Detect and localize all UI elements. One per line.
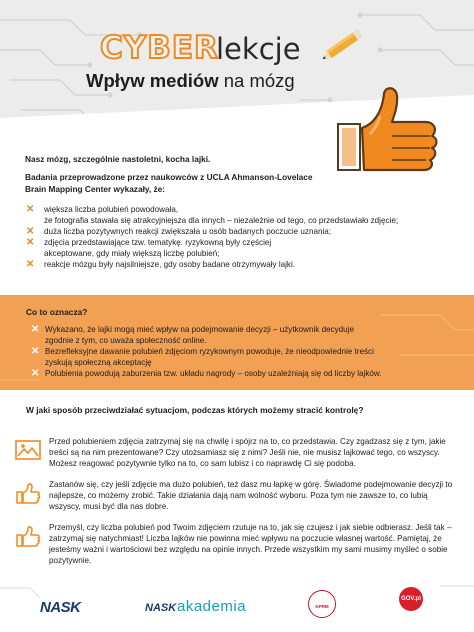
cross-bullet-icon: ✕ xyxy=(31,324,40,335)
akademia-logo: akademia xyxy=(177,598,247,615)
kprm-label: KPRM xyxy=(315,604,329,609)
tip-text: Przed polubieniem zdjęcia zatrzymaj się na chwilę i spójrz na to, co przedstawia. Czy zgadzasz się z tym, jakie treści są na nim prezentowane? Czy utożsamiasz się z nimi? Jeśli nie, nie musisz lajkować tego, co wszyscy. Możesz reagować pozytywnie tylko na to, co sam lubisz i co naprawdę Ci się podoba. xyxy=(49,437,446,468)
tip-text: Zastanów się, czy jeśli zdjęcie ma dużo polubień, też dasz mu łapkę w górę. Świadome podejmowanie decyzji to najlepsze, co możemy zrobić. Takie działania dają nam wolność wyboru. Poza tym nie zawsze to, co lubią wszyscy, musi być dla nas dobre. xyxy=(49,480,453,511)
page-subtitle: Wpływ mediów na mózg xyxy=(86,70,295,91)
lekcje-title: lekcje xyxy=(216,32,301,66)
findings-list xyxy=(26,204,446,271)
cross-bullet-icon: ✕ xyxy=(31,368,40,379)
meaning-section xyxy=(0,295,474,390)
thumbs-up-outline-icon xyxy=(15,483,41,505)
thumbs-up-icon xyxy=(330,84,448,176)
cross-bullet-icon: ✕ xyxy=(26,226,35,238)
list-item: ✕ duża liczba pozytywnych reakcji zwiększała u osób badanych poczucie uznania; xyxy=(26,226,332,238)
meaning-title: Co to oznacza? xyxy=(26,307,88,317)
list-item: ✕ większa liczba polubień powodowała, xyxy=(26,204,179,215)
gov-logo: GOV.pl xyxy=(399,587,423,611)
nask-logo: NASK xyxy=(40,599,81,616)
list-item: że fotografia stawała się atrakcyjniejsza dla innych – niezależnie od tego, co przedstawiało zdjęcie; xyxy=(44,216,399,226)
list-item: ✕ Bezrefleksyjne dawanie polubień zdjęciom ryzykownym powoduje, że nieodpowiednie treści zyskują społeczną akceptację xyxy=(31,346,374,367)
cyber-title: CYBER xyxy=(100,30,219,66)
thumbs-up-outline-icon xyxy=(15,526,41,548)
cross-bullet-icon: ✕ xyxy=(26,259,35,271)
list-item: ✕ Wykazano, że lajki mogą mieć wpływ na podejmowanie decyzji – użytkownik decyduje zgodnie z tym, co uważa społeczność online. xyxy=(31,324,354,345)
title-block xyxy=(86,26,346,108)
list-item: ✕ zdjęcia przedstawiające tzw. tematykę. ryzykowną były częściej akceptowane, gdy miały większą liczbę polubień; xyxy=(26,237,272,259)
photo-icon xyxy=(15,440,41,460)
question-heading: W jaki sposób przeciwdziałać sytuacjom, podczas których możemy stracić kontrolę? xyxy=(26,405,364,415)
cross-bullet-icon: ✕ xyxy=(31,346,40,357)
meaning-list xyxy=(31,324,431,379)
cross-bullet-icon: ✕ xyxy=(26,237,35,249)
nask-akademia-logo: NASK xyxy=(145,602,177,614)
list-item: ✕ Polubienia powodują zaburzenia tzw. układu nagrody – osoby uzależniają się od liczby lajków. xyxy=(31,368,382,379)
intro-text: Nasz mózg, szczególnie nastoletni, kocha lajki. xyxy=(25,154,211,164)
tip-text: Przemyśl, czy liczba polubień pod Twoim zdjęciem rzutuje na to, jak się czujesz i jak siebie odbierasz. Jeśli tak – zatrzymaj się natychmiast! Liczba lajków nie powinna mieć wpływu na poczucie własnej wartość. Pamiętaj, że jesteśmy ważni i wartościowi bez względu na opinie innych. Przede wszystkim my sami musimy myśleć o sobie pozytywnie. xyxy=(49,523,452,565)
footer-logos xyxy=(0,582,474,632)
pencil-icon xyxy=(320,24,370,64)
cross-bullet-icon: ✕ xyxy=(26,204,35,215)
list-item: ✕ reakcje mózgu były najsilniejsze, gdy osoby badane otrzymywały lajki. xyxy=(26,259,296,271)
research-intro: Badania przeprowadzone przez naukowców z UCLA Ahmanson-Lovelace Brain Mapping Center wykazały, że: xyxy=(25,172,313,194)
